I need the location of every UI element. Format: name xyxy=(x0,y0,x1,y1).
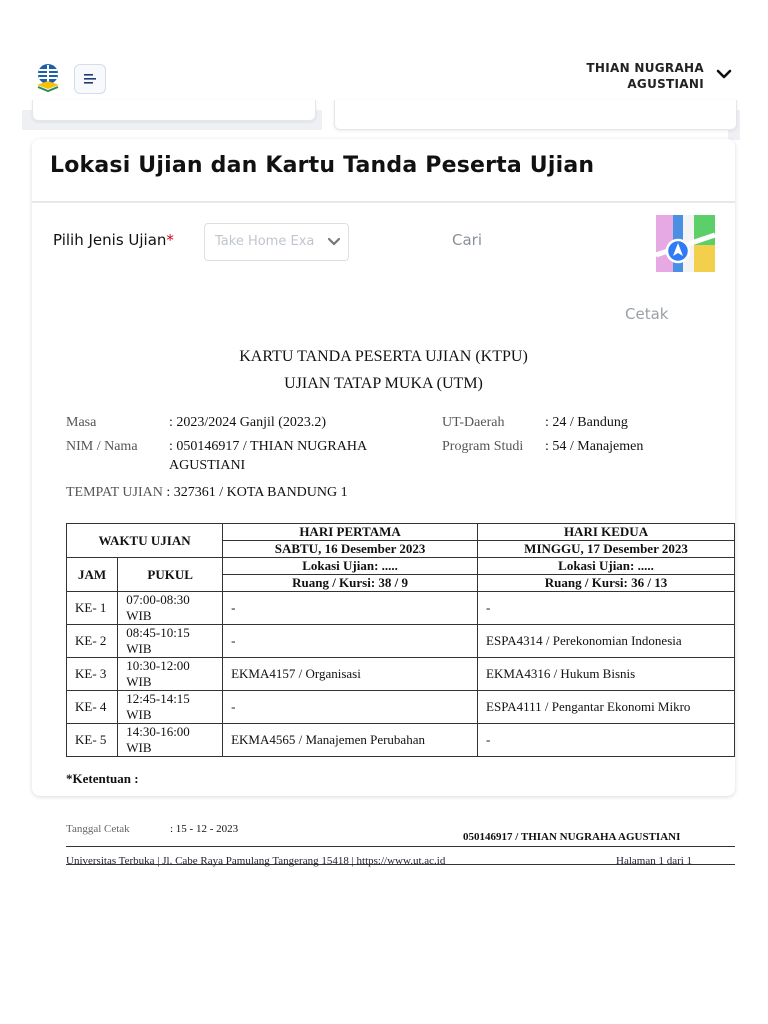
table-row: KE- 2 08:45-10:15 WIB - ESPA4314 / Perekonomian Indonesia xyxy=(67,625,735,658)
page-title: Lokasi Ujian dan Kartu Tanda Peserta Ujian xyxy=(50,153,595,178)
daerah-value: : 24 / Bandung xyxy=(545,415,628,430)
maps-app-icon[interactable] xyxy=(656,215,715,272)
nim-value: : 050146917 / THIAN NUGRAHA xyxy=(169,439,368,454)
table-row: KE- 5 14:30-16:00 WIB EKMA4565 / Manajemen Perubahan - xyxy=(67,724,735,757)
ketentuan-heading: *Ketentuan : xyxy=(66,771,139,786)
document-title: KARTU TANDA PESERTA UJIAN (KTPU) xyxy=(239,348,528,365)
university-address: Universitas Terbuka | Jl. Cabe Raya Pamulang Tangerang 15418 | https://www.ut.ac.id xyxy=(66,855,446,867)
daerah-label: UT-Daerah xyxy=(442,415,505,430)
exam-type-placeholder: Take Home Exa xyxy=(215,234,315,249)
exam-card-document xyxy=(32,348,735,867)
document-subtitle: UJIAN TATAP MUKA (UTM) xyxy=(284,375,483,392)
chevron-down-icon[interactable] xyxy=(716,68,732,80)
user-name[interactable]: THIAN NUGRAHA AGUSTIANI xyxy=(586,61,704,91)
summary-card-right xyxy=(334,100,737,130)
ut-logo-icon[interactable] xyxy=(34,63,62,93)
table-row: KE- 3 10:30-12:00 WIB EKMA4157 / Organisasi EKMA4316 / Hukum Bisnis xyxy=(67,658,735,691)
day2-date: MINGGU, 17 Desember 2023 xyxy=(478,541,735,558)
page-indicator: Halaman 1 dari 1 xyxy=(616,855,693,867)
masa-value: : 2023/2024 Ganjil (2023.2) xyxy=(169,415,327,430)
menu-icon xyxy=(83,73,97,85)
nim-value-cont: AGUSTIANI xyxy=(169,458,246,473)
divider xyxy=(32,201,735,203)
day1-location: Lokasi Ujian: ..... xyxy=(223,558,478,575)
header-day1: HARI PERTAMA xyxy=(223,524,478,541)
header-day2: HARI KEDUA xyxy=(478,524,735,541)
table-row: KE- 1 07:00-08:30 WIB - - xyxy=(67,592,735,625)
print-date-label: Tanggal Cetak xyxy=(66,823,130,835)
exam-schedule-table xyxy=(66,523,735,757)
tempat-ujian: TEMPAT UJIAN : 327361 / KOTA BANDUNG 1 xyxy=(66,485,348,500)
overlay-student-id: 050146917 / THIAN NUGRAHA AGUSTIANI xyxy=(463,831,681,843)
nim-label: NIM / Nama xyxy=(66,439,138,454)
exam-type-select[interactable] xyxy=(204,223,349,261)
summary-card-left xyxy=(32,100,316,121)
header-jam: JAM xyxy=(67,558,118,592)
exam-type-label: Pilih Jenis Ujian* xyxy=(53,231,174,249)
exam-location-card xyxy=(32,139,735,867)
masa-row: Masa xyxy=(66,415,97,430)
search-button[interactable]: Cari xyxy=(452,231,482,249)
prodi-value: : 54 / Manajemen xyxy=(545,439,644,454)
header-pukul: PUKUL xyxy=(118,558,223,592)
day1-room: Ruang / Kursi: 38 / 9 xyxy=(223,575,478,592)
prodi-label: Program Studi xyxy=(442,439,524,454)
chevron-down-icon xyxy=(326,236,342,248)
overlay-rule xyxy=(66,846,735,847)
day2-location: Lokasi Ujian: ..... xyxy=(478,558,735,575)
print-button[interactable]: Cetak xyxy=(625,305,669,323)
header-waktu: WAKTU UJIAN xyxy=(67,524,223,558)
day2-room: Ruang / Kursi: 36 / 13 xyxy=(478,575,735,592)
print-date-value: : 15 - 12 - 2023 xyxy=(170,823,239,835)
menu-toggle-button[interactable] xyxy=(74,64,106,94)
table-row: KE- 4 12:45-14:15 WIB - ESPA4111 / Pengantar Ekonomi Mikro xyxy=(67,691,735,724)
day1-date: SABTU, 16 Desember 2023 xyxy=(223,541,478,558)
top-navbar xyxy=(0,0,768,110)
